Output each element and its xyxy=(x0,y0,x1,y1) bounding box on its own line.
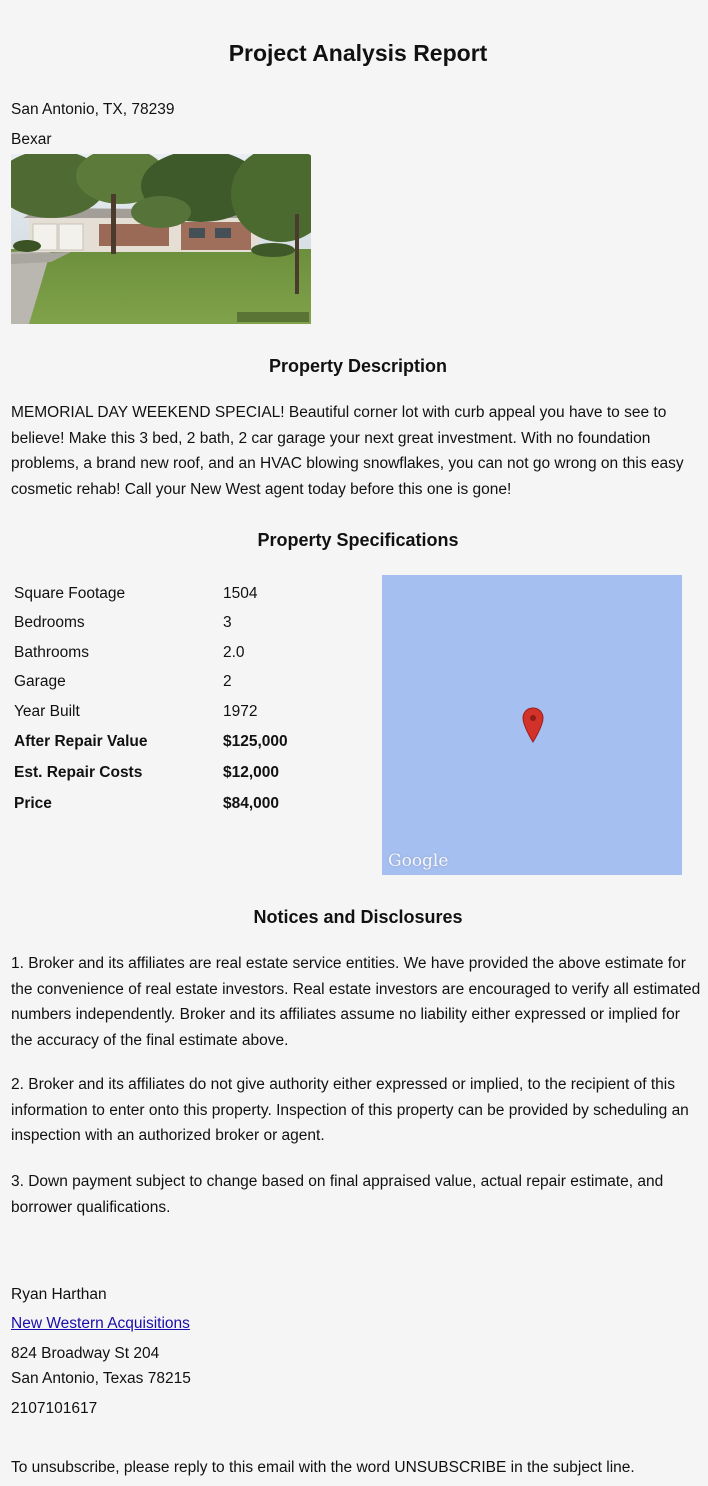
contact-phone: 2107101617 xyxy=(11,1400,98,1417)
notice-item-3: 3. Down payment subject to change based on final appraised value, actual repair estimate, and borrower qualifications. xyxy=(11,1173,664,1216)
spec-label: Square Footage xyxy=(14,585,126,602)
spec-row-year-built xyxy=(14,703,364,733)
spec-value: 1504 xyxy=(223,585,258,602)
spec-row-est-repair-costs xyxy=(14,764,364,794)
spec-row-after-repair-value xyxy=(14,733,364,763)
report-title: Project Analysis Report xyxy=(228,40,488,66)
spec-label: Year Built xyxy=(14,703,80,720)
spec-row-price xyxy=(14,795,364,825)
notice-item-1: 1. Broker and its affiliates are real estate service entities. We have provided the above estimate for the convenience of real estate investors. Real estate investors are encouraged to verify all estimated numbers independently. Broker and its affiliates assume no liability either expressed or implied for the accuracy of the final estimate above. xyxy=(11,955,701,1049)
property-description-text: MEMORIAL DAY WEEKEND SPECIAL! Beautiful corner lot with curb appeal you have to see to believe! Make this 3 bed, 2 bath, 2 car garage your next great investment. With no foundation problems, a brand new roof, and an HVAC blowing snowflakes, you can not go wrong on this easy cosmetic rehab! Call your New West agent today before this one is gone! xyxy=(11,404,684,498)
spec-value: $125,000 xyxy=(223,733,288,750)
spec-label: Bathrooms xyxy=(14,644,89,661)
spec-label: Price xyxy=(14,795,52,812)
spec-value: $84,000 xyxy=(223,795,280,812)
spec-label: Est. Repair Costs xyxy=(14,764,143,781)
google-logo: Google xyxy=(388,851,449,871)
contact-name: Ryan Harthan xyxy=(11,1286,107,1303)
property-description-heading: Property Description xyxy=(268,356,448,376)
spec-value: 2.0 xyxy=(223,644,245,661)
property-map[interactable] xyxy=(382,575,682,875)
spec-value: $12,000 xyxy=(223,764,280,781)
contact-address-line1: 824 Broadway St 204 xyxy=(11,1345,160,1362)
spec-row-square-footage xyxy=(14,585,364,615)
property-photo xyxy=(11,154,311,324)
company-link[interactable]: New Western Acquisitions xyxy=(11,1315,190,1332)
unsubscribe-notice: To unsubscribe, please reply to this email with the word UNSUBSCRIBE in the subject line. xyxy=(11,1459,635,1476)
spec-label: Garage xyxy=(14,673,66,690)
spec-row-bedrooms xyxy=(14,614,364,644)
spec-label: After Repair Value xyxy=(14,733,148,750)
spec-value: 1972 xyxy=(223,703,258,720)
contact-address-line2: San Antonio, Texas 78215 xyxy=(11,1370,191,1387)
spec-value: 3 xyxy=(223,614,232,631)
spec-row-bathrooms xyxy=(14,644,364,674)
spec-row-garage xyxy=(14,673,364,703)
notice-item-2: 2. Broker and its affiliates do not give authority either expressed or implied, to the recipient of this information to enter onto this property. Inspection of this property can be provided by scheduling an inspection with an authorized broker or agent. xyxy=(11,1076,689,1145)
property-specifications-heading: Property Specifications xyxy=(257,530,459,550)
spec-value: 2 xyxy=(223,673,232,690)
spec-label: Bedrooms xyxy=(14,614,85,631)
notices-heading: Notices and Disclosures xyxy=(253,907,463,927)
property-address: San Antonio, TX, 78239 xyxy=(11,101,175,118)
property-county: Bexar xyxy=(11,131,52,148)
map-marker-icon[interactable] xyxy=(522,707,544,743)
